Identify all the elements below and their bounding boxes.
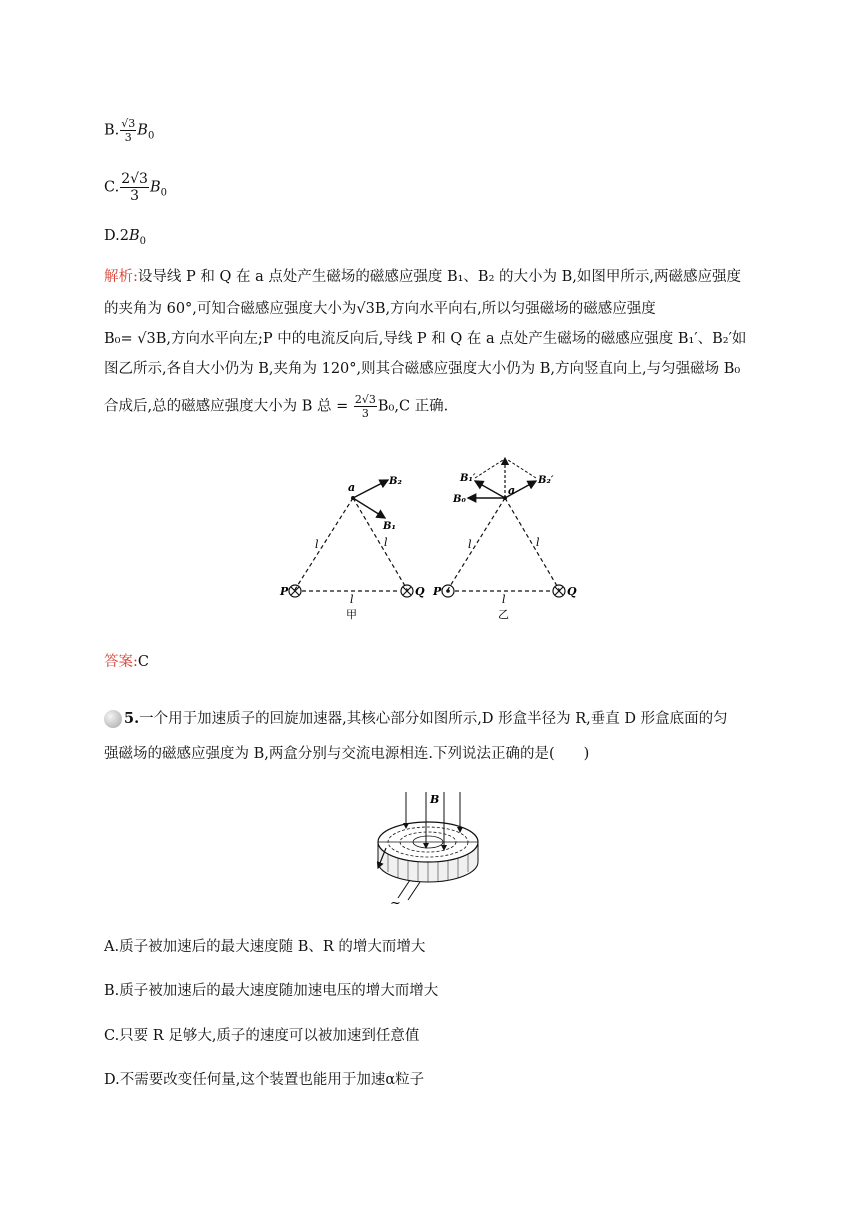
option-b-prev [104, 118, 154, 143]
subscript: 0 [139, 235, 146, 247]
coefficient: 2 [119, 228, 129, 244]
fraction [120, 172, 149, 203]
base-length-label: l [502, 593, 506, 606]
figure-yi [432, 458, 577, 621]
numerator: √3 [121, 117, 136, 130]
choice-a[interactable]: A.质子被加速后的最大速度随 B、R 的增大而增大 [104, 939, 426, 955]
subscript: 0 [160, 187, 167, 199]
option-d-prev [104, 228, 146, 247]
point-a-label: a [508, 484, 516, 497]
fraction [354, 394, 377, 419]
b2-prime-label: B₂′ [538, 475, 554, 486]
question-badge-icon [104, 710, 122, 728]
cyclotron-figure [368, 790, 488, 910]
question-number: 5. [124, 710, 140, 727]
q-label: Q [415, 585, 425, 598]
choice-b[interactable]: B.质子被加速后的最大速度随加速电压的增大而增大 [104, 983, 439, 999]
analysis-label: 解析: [104, 269, 138, 285]
b0-label: B₀ [453, 494, 466, 505]
option-c-prev [104, 172, 167, 203]
caption-jia: 甲 [346, 608, 357, 621]
caption-yi: 乙 [498, 608, 509, 621]
b2-label: B₂ [389, 476, 402, 487]
variable: B [128, 228, 140, 244]
denominator: 3 [124, 131, 132, 144]
analysis-text: 设导线 P 和 Q 在 a 点处产生磁场的磁感应强度 B₁、B₂ 的大小为 B,如图甲所示,两磁感应强度 [137, 269, 741, 285]
denominator: 3 [361, 407, 369, 420]
analysis-line-5 [104, 394, 764, 419]
side-length-label: l [468, 538, 472, 551]
analysis-line-4: 图乙所示,各自大小仍为 B,夹角为 120°,则其合磁感应强度大小仍为 B,方向竖直向上,与匀强磁场 B₀ [104, 361, 741, 377]
magnetic-field-figure [270, 448, 600, 628]
p-label: P [433, 585, 442, 598]
side-length-label: l [536, 536, 540, 549]
choice-c[interactable]: C.只要 R 足够大,质子的速度可以被加速到任意值 [104, 1028, 420, 1044]
analysis-line-3: B₀= √3B,方向水平向左;P 中的电流反向后,导线 P 和 Q 在 a 点处产生磁场的磁感应强度 B₁′、B₂′如 [104, 331, 747, 347]
numerator: 2√3 [354, 393, 376, 406]
numerator: 2√3 [121, 171, 148, 187]
variable: B [149, 179, 161, 196]
subscript: 0 [147, 130, 155, 142]
question-line-1 [104, 710, 764, 728]
analysis-line-2: 的夹角为 60°,可知合磁感应强度大小为√3B,方向水平向右,所以匀强磁场的磁感应强度 [104, 301, 656, 317]
side-length-label: l [315, 538, 319, 551]
variable: B [137, 122, 148, 139]
ac-source-icon: ~ [390, 896, 401, 910]
field-b-label: B [430, 793, 440, 806]
question-text: 一个用于加速质子的回旋加速器,其核心部分如图所示,D 形盒半径为 R,垂直 D 形盒底面的匀 [139, 711, 728, 727]
q-label: Q [567, 585, 577, 598]
figure-jia [279, 476, 425, 621]
b1-prime-label: B₁′ [460, 473, 476, 484]
fraction [120, 118, 136, 143]
option-label: B. [104, 122, 120, 139]
option-label: D. [104, 228, 120, 244]
side-length-label: l [384, 536, 388, 549]
b1-label: B₁ [383, 521, 396, 532]
p-label: P [280, 585, 289, 598]
analysis-text: B₀,C 正确. [377, 398, 449, 415]
analysis-line-1 [104, 268, 764, 286]
base-length-label: l [350, 593, 354, 606]
option-label: C. [104, 179, 120, 196]
denominator: 3 [130, 188, 140, 204]
answer-label: 答案: [104, 654, 138, 670]
answer-line [104, 650, 149, 671]
choice-d[interactable]: D.不需要改变任何量,这个装置也能用于加速α粒子 [104, 1072, 425, 1088]
question-line-2: 强磁场的磁感应强度为 B,两盒分别与交流电源相连.下列说法正确的是( ) [104, 746, 590, 762]
answer-value: C [137, 654, 149, 670]
analysis-text: 合成后,总的磁感应强度大小为 B 总 = [104, 398, 349, 415]
point-a-label: a [348, 481, 356, 494]
